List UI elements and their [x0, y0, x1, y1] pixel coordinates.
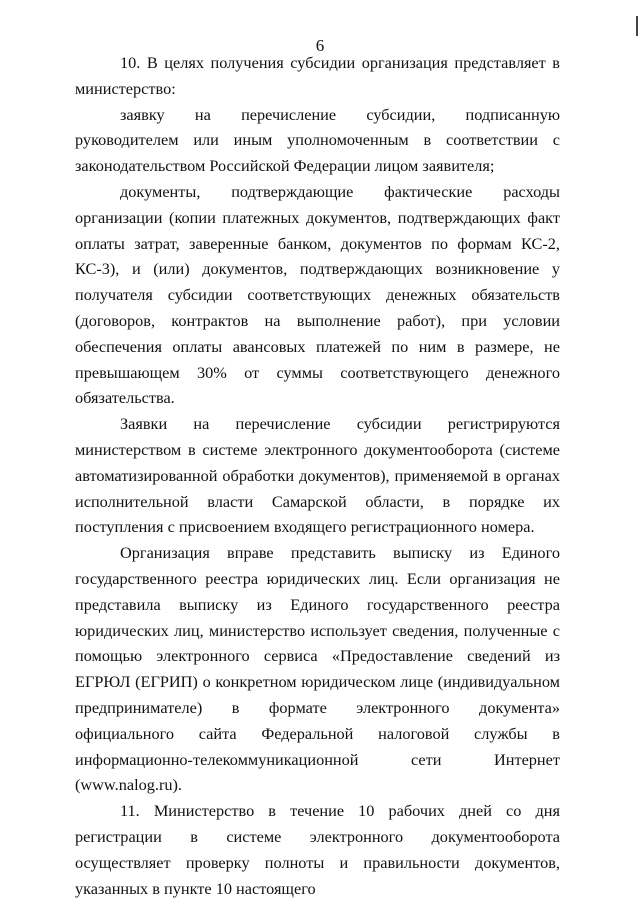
- document-body: [75, 50, 560, 901]
- page-number: 6: [315, 36, 325, 55]
- paragraph-11-verification: 11. Министерство в течение 10 рабочих дней со дня регистрации в системе электронного документооборота осуществляет проверку полноты и правильности документов, указанных в пункте 10 настоящего: [75, 801, 560, 898]
- paragraph-egrul-extract: Организация вправе представить выписку из Единого государственного реестра юридических лиц. Если организация не представила выписку из Единого государственного реестра юридических лиц, министерство использует сведения, полученные с помощью электронного сервиса «Предоставление сведений из ЕГРЮЛ (ЕГРИП) о конкретном юридическом лице (индивидуальном предпринимателе) в формате электронного документа» официального сайта Федеральной налоговой службы в информационно-телекоммуникационной сети Интернет (www.nalog.ru).: [75, 543, 560, 795]
- paragraph-application: заявку на перечисление субсидии, подписанную руководителем или иным уполномоченным в соответствии с законодательством Российской Федерации лицом заявителя;: [75, 104, 560, 176]
- paragraph-registration: Заявки на перечисление субсидии регистрируются министерством в системе электронного документооборота (системе автоматизированной обработки документов), применяемой в органах исполнительной власти Самарской области, в порядке их поступления с присвоением входящего регистрационного номера.: [75, 414, 560, 537]
- scan-edge-mark: [636, 16, 638, 36]
- paragraph-10-intro: 10. В целях получения субсидии организация представляет в министерство:: [75, 53, 560, 98]
- paragraph-expense-documents: документы, подтверждающие фактические расходы организации (копии платежных документов, подтверждающих факт оплаты затрат, заверенные банком, документов по формам КС-2, КС-3), и (или) документов, подтверждающих возникновение у получателя субсидии соответствующих денежных обязательств (договоров, контрактов на выполнение работ), при условии обеспечения оплаты авансовых платежей по ним в размере, не превышающем 30% от суммы соответствующего денежного обязательства.: [75, 181, 560, 408]
